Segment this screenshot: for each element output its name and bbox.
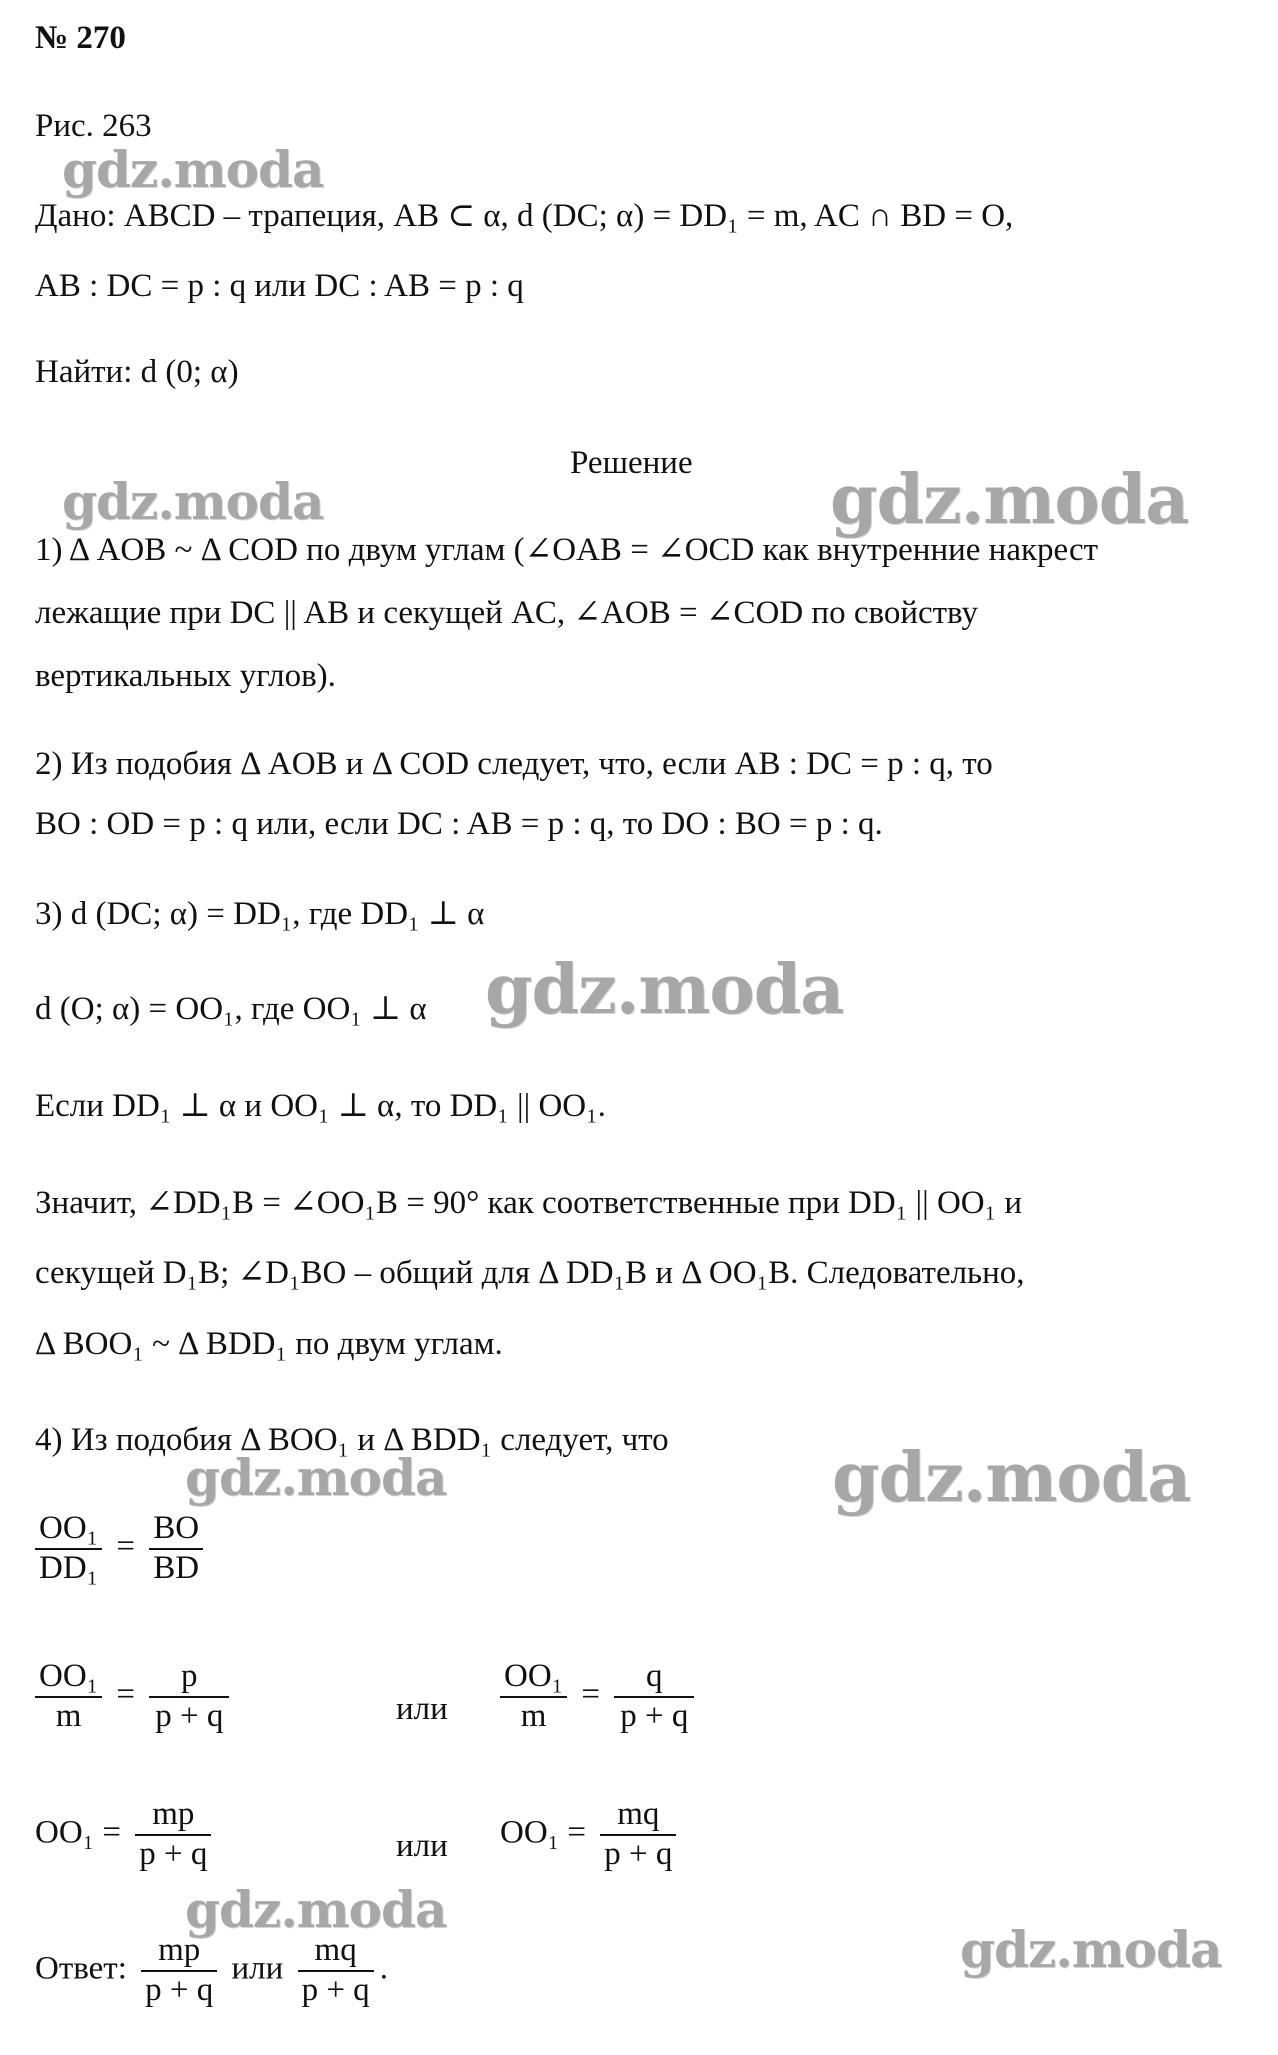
- find-line: Найти: d (0; α): [35, 354, 239, 390]
- step3-line-1: 3) d (DC; α) = DD₁, где DD₁ ⊥ α: [35, 896, 485, 932]
- step2-line-2: BO : OD = p : q или, если DC : AB = p : q, то DO : BO = p : q.: [35, 806, 883, 842]
- or-word-2: или: [396, 1828, 448, 1864]
- watermark: gdz.moda: [960, 1920, 1222, 1979]
- fraction-bo-bd: $\frac{BO}{BD}$: [149, 1510, 203, 1588]
- step4-line-1: 4) Из подобия Δ BOO₁ и Δ BDD₁ следует, что: [35, 1422, 669, 1458]
- step3-line-6: Δ BOO₁ ~ Δ BDD₁ по двум углам.: [35, 1326, 503, 1362]
- step3-line-3: Если DD₁ ⊥ α и OO₁ ⊥ α, то DD₁ || OO₁.: [35, 1088, 606, 1124]
- or-word-1: или: [396, 1691, 448, 1727]
- step1-line-1: 1) Δ AOB ~ Δ COD по двум углам (∠OAB = ∠OCD как внутренние накрест: [35, 532, 1099, 568]
- formula-ratio: $\frac{\text{OO₁}}{\text{DD₁}}$ = $\frac{BO}{BD}$: [35, 1510, 209, 1588]
- answer-line: Ответ: $\frac{mp}{p + q}$ или $\frac{mq}{p + q}$ .: [35, 1932, 388, 2008]
- watermark: gdz.moda: [62, 472, 324, 531]
- step2-line-1: 2) Из подобия Δ AOB и Δ COD следует, что, если AB : DC = p : q, то: [35, 746, 993, 782]
- fraction-oo1-dd1: $\frac{\text{OO₁}}{\text{DD₁}}$: [35, 1510, 102, 1588]
- given-line-1: Дано: ABCD – трапеция, AB ⊂ α, d (DC; α) = DD₁ = m, AC ∩ BD = O,: [35, 198, 1014, 234]
- step3-line-2: d (O; α) = OO₁, где OO₁ ⊥ α: [35, 991, 427, 1027]
- watermark: gdz.moda: [485, 950, 844, 1030]
- step1-line-3: вертикальных углов).: [35, 658, 336, 694]
- formula-substitution-q: $\frac{\text{OO₁}}{m}$ = $\frac{q}{p + q}$: [500, 1658, 700, 1736]
- formula-result-q: OO₁ = $\frac{mq}{p + q}$: [500, 1796, 682, 1874]
- step3-line-5: секущей D₁B; ∠D₁BO – общий для Δ DD₁B и Δ OO₁B. Следовательно,: [35, 1255, 1025, 1291]
- answer-label: Ответ:: [35, 1950, 127, 1987]
- step3-line-4: Значит, ∠DD₁B = ∠OO₁B = 90° как соответственные при DD₁ || OO₁ и: [35, 1185, 1023, 1221]
- watermark: gdz.moda: [185, 1448, 447, 1507]
- watermark: gdz.moda: [62, 140, 324, 199]
- formula-result-p: OO₁ = $\frac{mp}{p + q}$: [35, 1796, 217, 1874]
- watermark: gdz.moda: [832, 1438, 1191, 1518]
- figure-ref: Рис. 263: [35, 108, 152, 144]
- formula-substitution-p: $\frac{\text{OO₁}}{m}$ = $\frac{p}{p + q}$: [35, 1658, 235, 1736]
- watermark: gdz.moda: [830, 460, 1189, 540]
- task-number: № 270: [35, 20, 126, 56]
- step1-line-2: лежащие при DC || AB и секущей AC, ∠AOB = ∠COD по свойству: [35, 595, 979, 631]
- watermark: gdz.moda: [185, 1880, 447, 1939]
- solution-title: Решение: [570, 445, 693, 481]
- given-line-2: AB : DC = p : q или DC : AB = p : q: [35, 268, 524, 304]
